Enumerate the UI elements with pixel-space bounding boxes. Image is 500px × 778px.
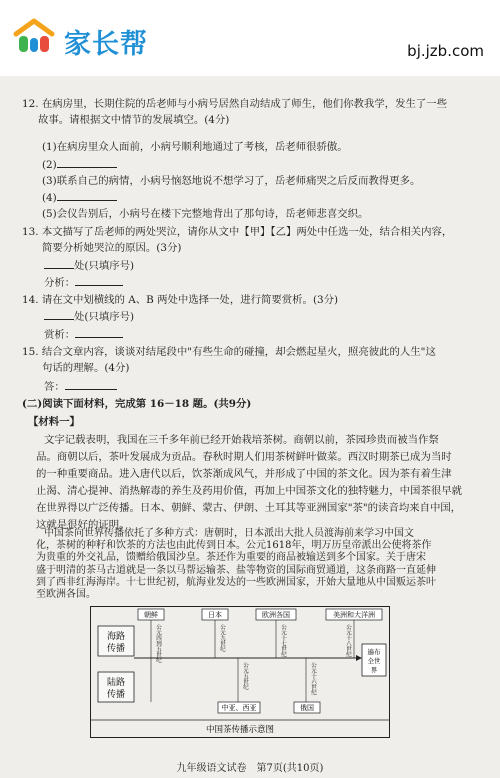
q12-item-2: (2) <box>42 157 117 172</box>
site-header <box>0 0 500 76</box>
answer-blank[interactable] <box>75 275 123 286</box>
material-label: 【材料一】 <box>28 416 80 428</box>
para1-line: 的一种重要商品。进入唐代以后，饮茶渐成风气，并形成了中国的茶文化。因为茶有着生津 <box>36 468 452 480</box>
para1-line: 在世界得以广泛传播。日本、朝鲜、蒙古、伊朗、土耳其等亚洲国家"茶"的读音均来自中国， <box>36 502 462 514</box>
date-label: 公元五世纪 <box>242 662 248 690</box>
q13-stem: 13. 本文描写了岳老师的两处哭泣，请你从文中【甲】【乙】两处中任选一处，结合相关内容， <box>22 226 453 238</box>
para2-line: 至欧洲各国。 <box>36 589 96 600</box>
para1-line: 文字记载表明，我国在三千多年前已经开始栽培茶树。商朝以前，茶园珍贵而被当作祭 <box>44 434 439 446</box>
world-label-2: 全世 <box>367 657 381 665</box>
site-url[interactable]: bj.jzb.com <box>407 42 484 60</box>
box-europe: 欧洲各国 <box>262 611 290 619</box>
box-korea: 朝鲜 <box>144 611 158 619</box>
sea-label-1: 海路 <box>106 632 126 642</box>
q12-stem: 12. 在病房里，长期住院的岳老师与小病号居然自动结成了师生，他们你教我学，发生了一些 <box>22 98 448 110</box>
para2-line: 中国茶向世界传播依托了多种方式：唐朝时，日本派出大批人员渡海前来学习中国文 <box>44 528 414 539</box>
section-title: (二)阅读下面材料，完成第 16－18 题。(共9分) <box>22 398 252 410</box>
box-japan: 日本 <box>208 611 222 619</box>
q12-item-1: (1)在病房里众人面前，小病号顺利地通过了考核，岳老师很骄傲。 <box>42 141 348 153</box>
date-label: 公元四到五世纪 <box>155 624 161 663</box>
answer-blank[interactable] <box>44 309 74 320</box>
para2-line: 盛于明清的茶马古道就是一条以马帮运输茶、盐等物资的国际商贸通道，这条商路一直延伸 <box>36 564 436 576</box>
q15-answer: 答： <box>44 379 117 394</box>
box-central-west-asia: 中亚、西亚 <box>221 704 257 712</box>
q14-appreciation: 赏析： <box>44 327 123 342</box>
q12-item-4: (4) <box>42 190 117 205</box>
date-label: 公元十七世纪 <box>280 624 286 657</box>
q14-pick: 处(只填序号) <box>44 309 134 324</box>
q13-analysis: 分析： <box>44 275 123 290</box>
page-footer: 九年级语文试卷 第7页(共10页) <box>176 763 324 774</box>
land-label-1: 陆路 <box>106 678 126 688</box>
q13-stem-cont: 简要分析她哭泣的原因。(3分) <box>42 242 182 254</box>
q15-stem-cont: 句话的理解。(4分) <box>42 362 130 374</box>
sea-label-2: 传播 <box>106 644 126 654</box>
house-logo-icon <box>12 18 56 56</box>
para2-line: 化，茶树的种籽和饮茶的方法也由此传到日本。公元1618年，明万历皇帝派出公使将茶作 <box>36 540 432 552</box>
q12-stem-cont: 故事。请根据文中情节的发展填空。(4分) <box>38 114 230 126</box>
answer-blank[interactable] <box>44 258 74 269</box>
answer-blank[interactable] <box>57 190 117 201</box>
para1-line: 这就是很好的证明。 <box>36 519 130 531</box>
world-label-3: 界 <box>370 666 378 674</box>
date-label: 公元十六世纪 <box>310 662 316 695</box>
para2-line: 到了西非红海海岸。十七世纪初，航海业发达的一些欧洲国家，开始大量地从中国贩运茶叶 <box>36 576 436 588</box>
land-label-2: 传播 <box>106 690 126 700</box>
answer-blank[interactable] <box>75 327 123 338</box>
diagram-caption: 中国茶传播示意图 <box>205 725 275 735</box>
world-label-1: 遍布 <box>367 648 381 656</box>
q13-pick: 处(只填序号) <box>44 258 134 273</box>
answer-blank[interactable] <box>57 157 117 168</box>
date-label: 公元十八世纪 <box>345 624 351 657</box>
tea-spread-diagram <box>90 604 390 740</box>
para2-line: 为贵重的外交礼品，馈赠给俄国沙皇。茶还作为重要的商品被输送到多个国家。关于唐宋 <box>36 552 426 564</box>
box-russia: 俄国 <box>300 704 314 712</box>
box-americas-oceania: 美洲和大洋洲 <box>333 611 375 619</box>
q15-stem: 15. 结合文章内容，谈谈对结尾段中"有些生命的碰撞，却会燃起星火，照亮彼此的人生"这 <box>22 346 436 358</box>
para1-line: 止渴、清心提神、消热解毒的养生及药用价值，再加上中国茶文化的独特魅力，中国茶很早就 <box>36 485 463 497</box>
q14-stem: 14. 请在文中划横线的 A、B 两处中选择一处，进行简要赏析。(3分) <box>22 294 339 306</box>
para1-line: 品。商朝以后，茶叶发展成为贡品。春秋时期人们用茶树鲜叶做菜。西汉时期茶已成为当时 <box>36 451 452 463</box>
answer-blank[interactable] <box>65 379 117 390</box>
q12-item-3: (3)联系自己的病情，小病号恼怒地说不想学习了，岳老师痛哭之后反而教得更多。 <box>42 175 421 187</box>
q12-item-5: (5)会仪告别后，小病号在楼下完整地背出了那句诗，岳老师悲喜交织。 <box>42 208 369 220</box>
date-label: 公元九世纪 <box>219 624 225 652</box>
brand-name[interactable]: 家长帮 <box>64 29 148 60</box>
